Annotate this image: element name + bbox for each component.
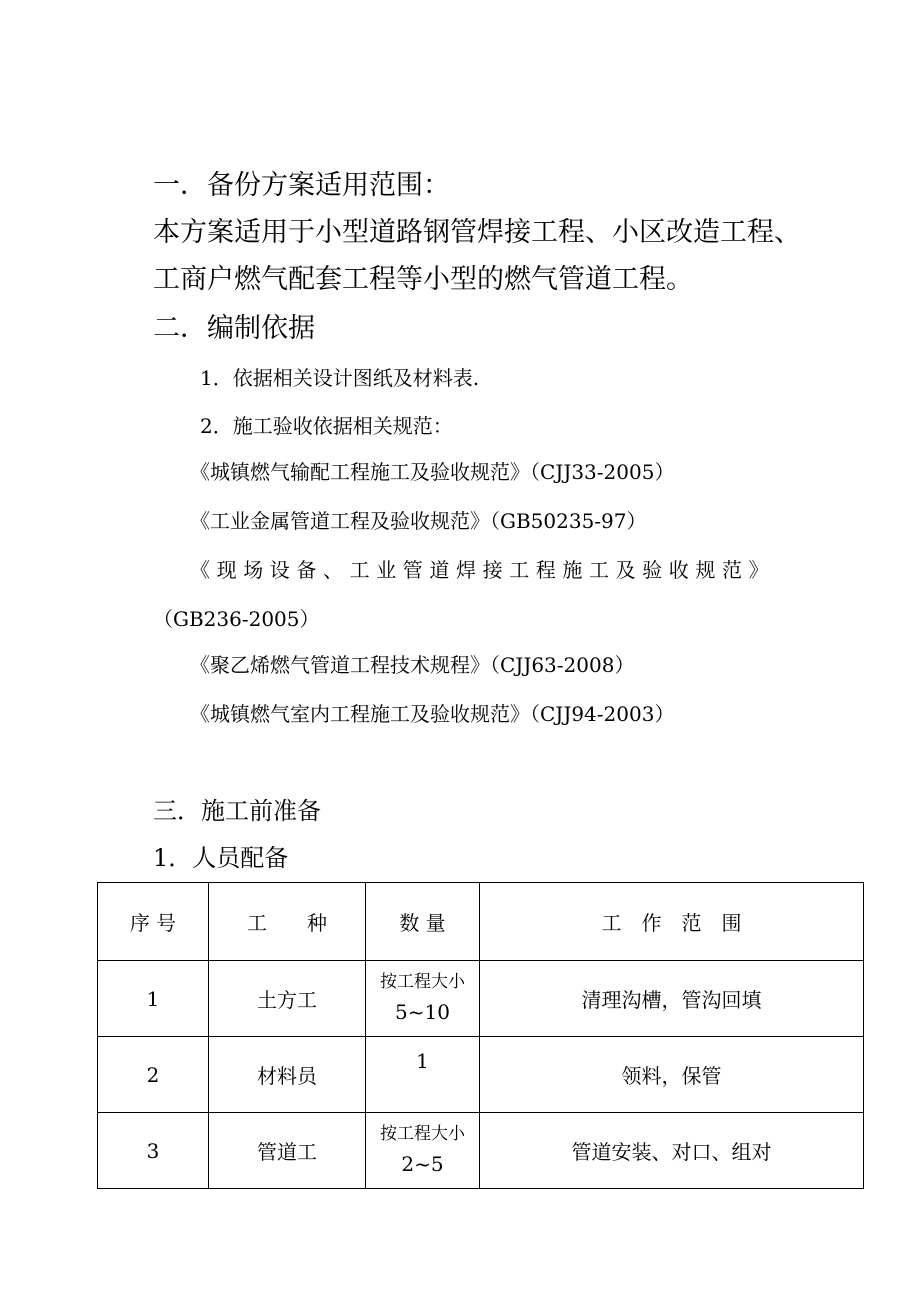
cell-no: 2: [98, 1037, 209, 1113]
section2-item2: 2．施工验收依据相关规范：: [200, 414, 453, 438]
cell-qty: [366, 1113, 480, 1189]
cell-scope: 领料，保管: [480, 1037, 864, 1113]
spec-line: 《城镇燃气输配工程施工及验收规范》（CJJ33-2005）: [190, 460, 675, 484]
qty-value: 1: [416, 1048, 429, 1073]
cell-trade: 材料员: [209, 1037, 366, 1113]
section2-item1: 1．依据相关设计图纸及材料表.: [200, 366, 480, 390]
header-no: 序 号: [98, 883, 209, 961]
table-row: [98, 1037, 864, 1113]
qty-value: 5~10: [395, 1000, 450, 1024]
table-row: [98, 961, 864, 1037]
section2-heading: 二．编制依据: [153, 313, 315, 344]
header-trade: 工 种: [209, 883, 366, 961]
cell-no: 1: [98, 961, 209, 1037]
section3-sub1: 1．人员配备: [153, 844, 289, 872]
spec-line: （GB236-2005）: [153, 607, 320, 631]
spec-line: 《工业金属管道工程及验收规范》（GB50235-97）: [190, 509, 647, 533]
spec-line: 《城镇燃气室内工程施工及验收规范》（CJJ94-2003）: [190, 702, 675, 726]
spec-line: 《聚乙烯燃气管道工程技术规程》（CJJ63-2008）: [190, 653, 635, 677]
section1-heading: 一．备份方案适用范围：: [153, 170, 450, 201]
header-qty: 数 量: [366, 883, 480, 961]
cell-scope: 管道安装、对口、组对: [480, 1113, 864, 1189]
cell-qty: [366, 961, 480, 1037]
qty-note: 按工程大小: [380, 972, 465, 992]
staff-table: [97, 882, 864, 1189]
table-header-row: [98, 883, 864, 961]
section1-line1: 本方案适用于小型道路钢管焊接工程、小区改造工程、: [153, 217, 801, 248]
header-scope: 工 作 范 围: [480, 883, 864, 961]
cell-no: 3: [98, 1113, 209, 1189]
spec-line: 《现场设备、工业管道焊接工程施工及验收规范》: [190, 558, 776, 582]
qty-note: 按工程大小: [380, 1124, 465, 1144]
section1-line2: 工商户燃气配套工程等小型的燃气管道工程。: [153, 264, 693, 295]
cell-scope: 清理沟槽，管沟回填: [480, 961, 864, 1037]
cell-trade: 管道工: [209, 1113, 366, 1189]
cell-trade: 土方工: [209, 961, 366, 1037]
qty-value: 2~5: [401, 1152, 444, 1176]
section3-heading: 三．施工前准备: [153, 797, 321, 825]
table-row: [98, 1113, 864, 1189]
cell-qty: [366, 1037, 480, 1113]
